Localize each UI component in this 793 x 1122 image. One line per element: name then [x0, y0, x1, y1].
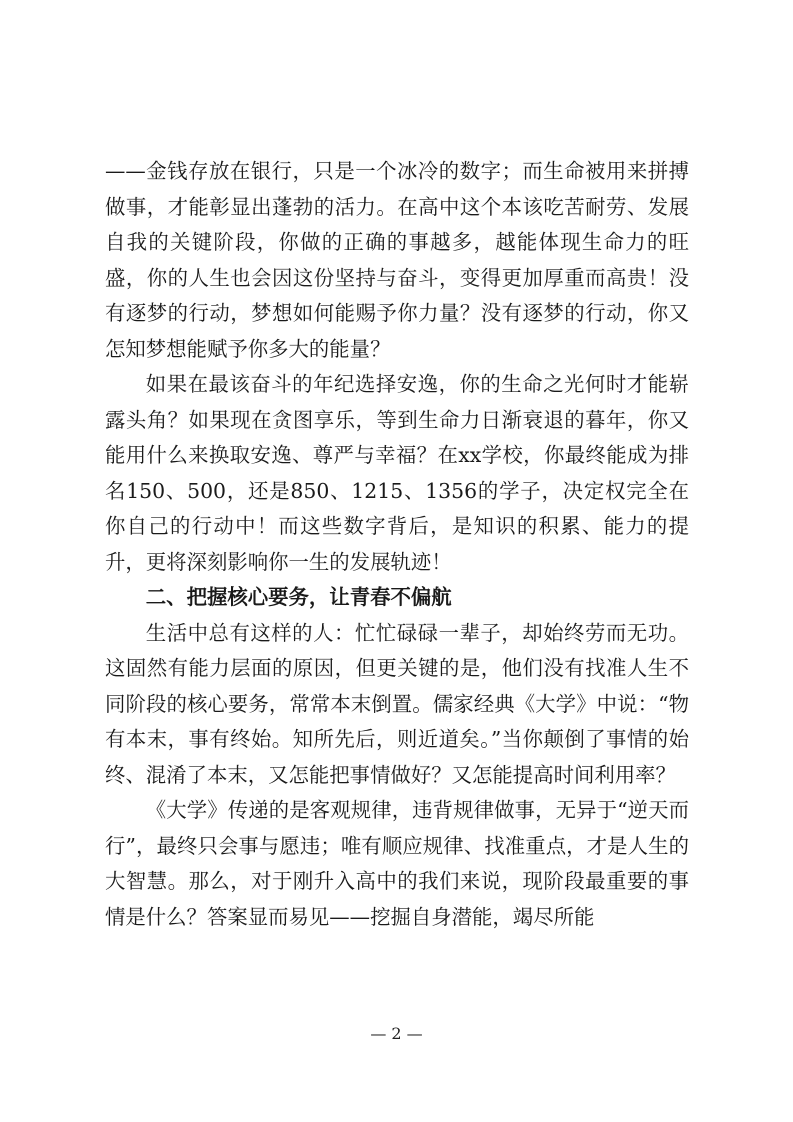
- paragraph: ——金钱存放在银行，只是一个冰冷的数字；而生命被用来拼搏做事，才能彰显出蓬勃的活力。在高中这个本该吃苦耐劳、发展自我的关键阶段，你做的正确的事越多，越能体现生命力的旺盛，你的人生也会因这份坚持与奋斗，变得更加厚重而高贵！没有逐梦的行动，梦想如何能赐予你力量？没有逐梦的行动，你又怎知梦想能赋予你多大的能量？: [105, 159, 689, 361]
- section-heading: 二、把握核心要务，让青春不偏航: [145, 585, 452, 609]
- paragraph: 如果在最该奋斗的年纪选择安逸，你的生命之光何时才能崭露头角？如果现在贪图享乐，等到生命力日渐衰退的暮年，你又能用什么来换取安逸、尊严与幸福？在xx学校，你最终能成为排名150、500，还是850、1215、1356的学子，决定权完全在你自己的行动中！而这些数字背后，是知识的积累、能力的提升，更将深刻影响你一生的发展轨迹！: [105, 372, 689, 574]
- page-number: — 2 —: [370, 1024, 423, 1043]
- paragraph: 《大学》传递的是客观规律，违背规律做事，无异于“逆天而行”，最终只会事与愿违；唯有顺应规律、找准重点，才是人生的大智慧。那么，对于刚升入高中的我们来说，现阶段最重要的事情是什么？答案显而易见——挖掘自身潜能，竭尽所能: [105, 798, 689, 929]
- paragraph: 生活中总有这样的人：忙忙碌碌一辈子，却始终劳而无功。这固然有能力层面的原因，但更关键的是，他们没有找准人生不同阶段的核心要务，常常本末倒置。儒家经典《大学》中说：“物有本末，事有终始。知所先后，则近道矣。”当你颠倒了事情的始终、混淆了本末，又怎能把事情做好？又怎能提高时间利用率？: [105, 620, 689, 787]
- page-body: [105, 154, 689, 935]
